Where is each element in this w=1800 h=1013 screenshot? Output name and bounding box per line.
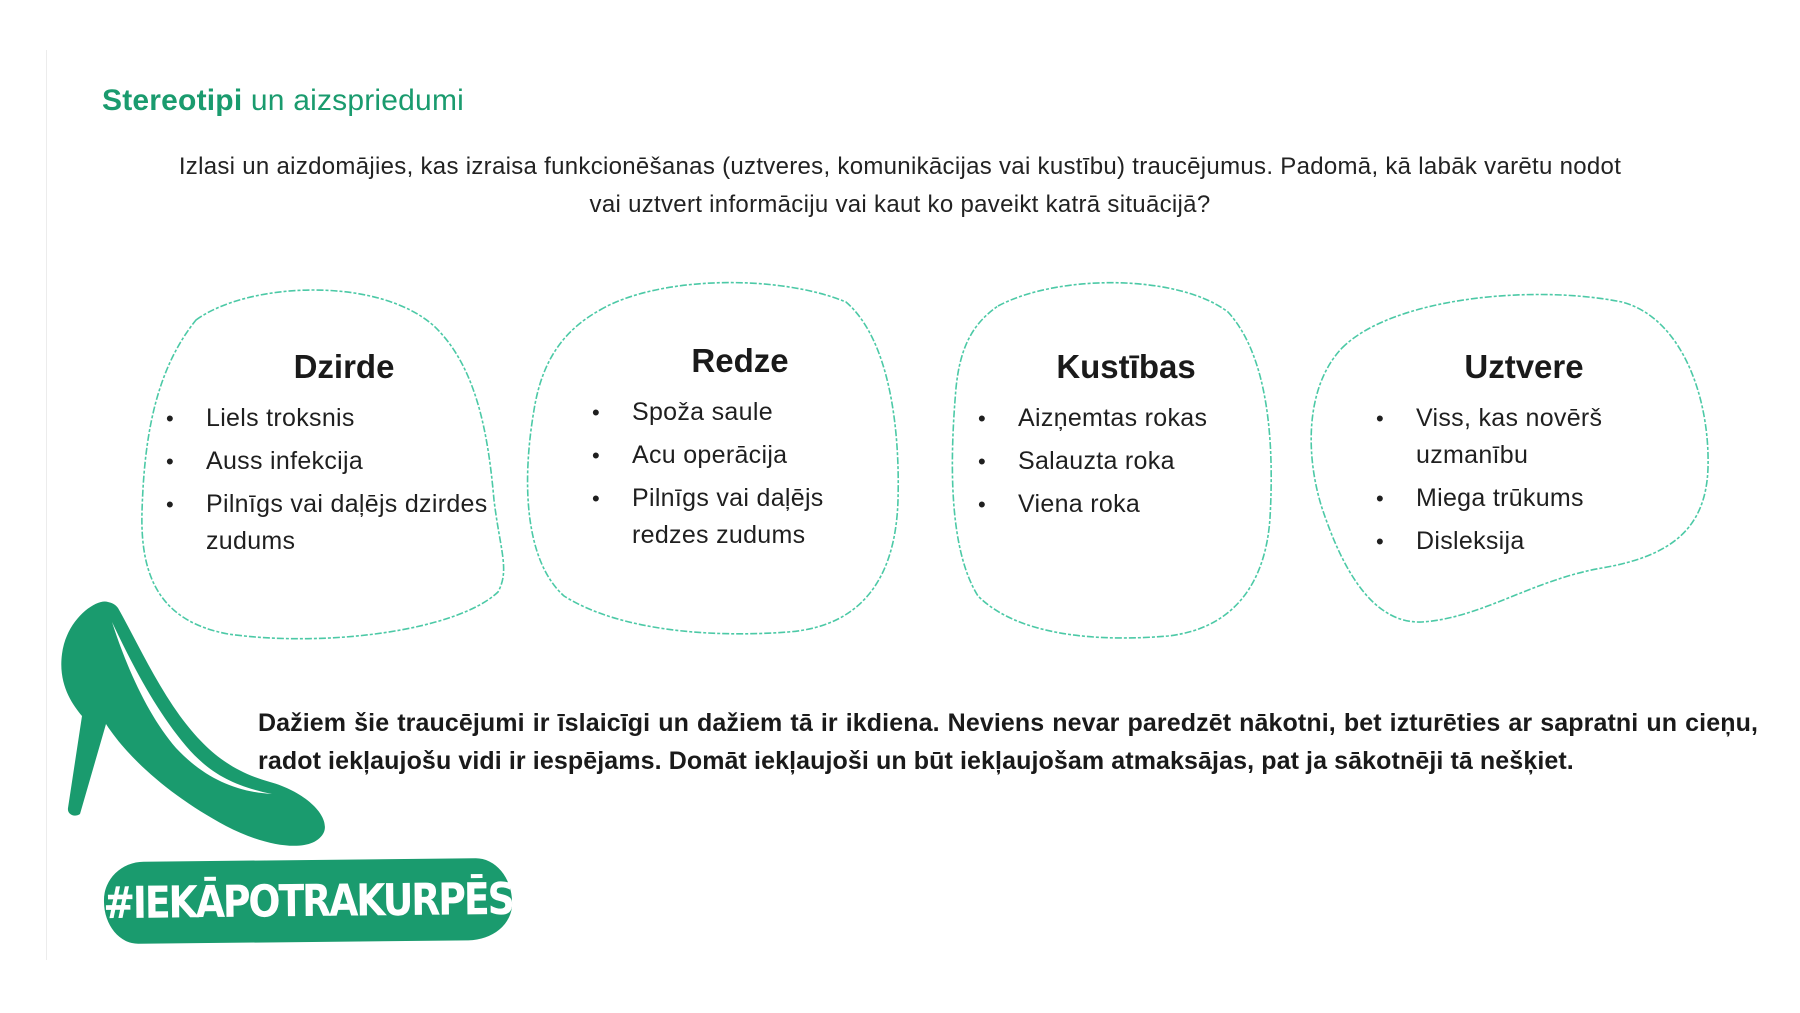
card-title: Uztvere <box>1464 348 1584 385</box>
title-strong: Stereotipi <box>102 84 243 117</box>
list-item-text: Acu operācija <box>632 441 788 469</box>
list-item <box>976 486 1276 523</box>
list-item-text: Auss infekcija <box>206 447 364 475</box>
bullet-icon: • <box>166 449 175 474</box>
bullet-icon: • <box>592 443 601 468</box>
card-title: Dzirde <box>293 348 395 385</box>
hashtag-logo <box>104 858 513 944</box>
list-item-text: Liels troksnis <box>206 404 355 432</box>
card-kustibas <box>948 278 1278 644</box>
list-item-text: Viss, kas novērš uzmanību <box>1416 404 1603 469</box>
list-item <box>1374 400 1674 474</box>
card-uztvere <box>1302 288 1712 628</box>
list-item <box>1374 480 1674 517</box>
bullet-icon: • <box>1376 406 1385 431</box>
list-item <box>164 486 524 560</box>
list-item <box>1374 523 1674 560</box>
list-item <box>590 394 890 431</box>
list-item <box>590 437 890 474</box>
list-item-text: Pilnīgs vai daļējs redzes zudums <box>632 484 824 549</box>
bullet-icon: • <box>978 449 987 474</box>
bullet-icon: • <box>1376 486 1385 511</box>
bullet-icon: • <box>166 492 175 517</box>
list-item <box>164 400 524 437</box>
list-item-text: Pilnīgs vai daļējs dzirdes zudums <box>206 490 488 555</box>
card-title: Redze <box>691 342 789 379</box>
card-redze <box>528 280 908 640</box>
card-list <box>164 400 524 560</box>
card-dzirde <box>138 282 518 642</box>
card-title: Kustības <box>1056 348 1196 385</box>
closing-paragraph: Dažiem šie traucējumi ir īslaicīgi un dažiem tā ir ikdiena. Neviens nevar paredzēt nākotni, bet izturēties ar sapratni un cieņu, radot iekļaujošu vidi ir iespējams. Domāt iekļaujoši un būt iekļaujošam atmaksājas, pat ja sākotnēji tā nešķiet. <box>258 709 1758 775</box>
left-divider <box>46 50 47 960</box>
list-item-text: Viena roka <box>1018 490 1141 518</box>
card-list <box>976 400 1276 523</box>
bullet-icon: • <box>166 406 175 431</box>
card-list <box>1374 400 1674 560</box>
list-item-text: Miega trūkums <box>1416 484 1584 512</box>
page-title <box>102 84 464 118</box>
list-item <box>976 400 1276 437</box>
bullet-icon: • <box>592 400 601 425</box>
list-item <box>976 443 1276 480</box>
card-list <box>590 394 890 554</box>
list-item-text: Salauzta roka <box>1018 447 1175 475</box>
list-item <box>590 480 890 554</box>
list-item-text: Aizņemtas rokas <box>1018 404 1208 432</box>
bullet-icon: • <box>1376 529 1385 554</box>
intro-text: Izlasi un aizdomājies, kas izraisa funkcionēšanas (uztveres, komunikācijas vai kustību) traucējumus. Padomā, kā labāk varētu nodot vai uztvert informāciju vai kaut ko paveikt katrā situācijā? <box>178 153 1622 218</box>
bullet-icon: • <box>592 486 601 511</box>
list-item <box>164 443 524 480</box>
title-rest: un aizspriedumi <box>242 84 464 117</box>
list-item-text: Spoža saule <box>632 398 773 426</box>
list-item-text: Disleksija <box>1416 527 1525 555</box>
hashtag-text: #IEKĀPOTRAKURPĒS <box>103 873 513 929</box>
bullet-icon: • <box>978 406 987 431</box>
bullet-icon: • <box>978 492 987 517</box>
